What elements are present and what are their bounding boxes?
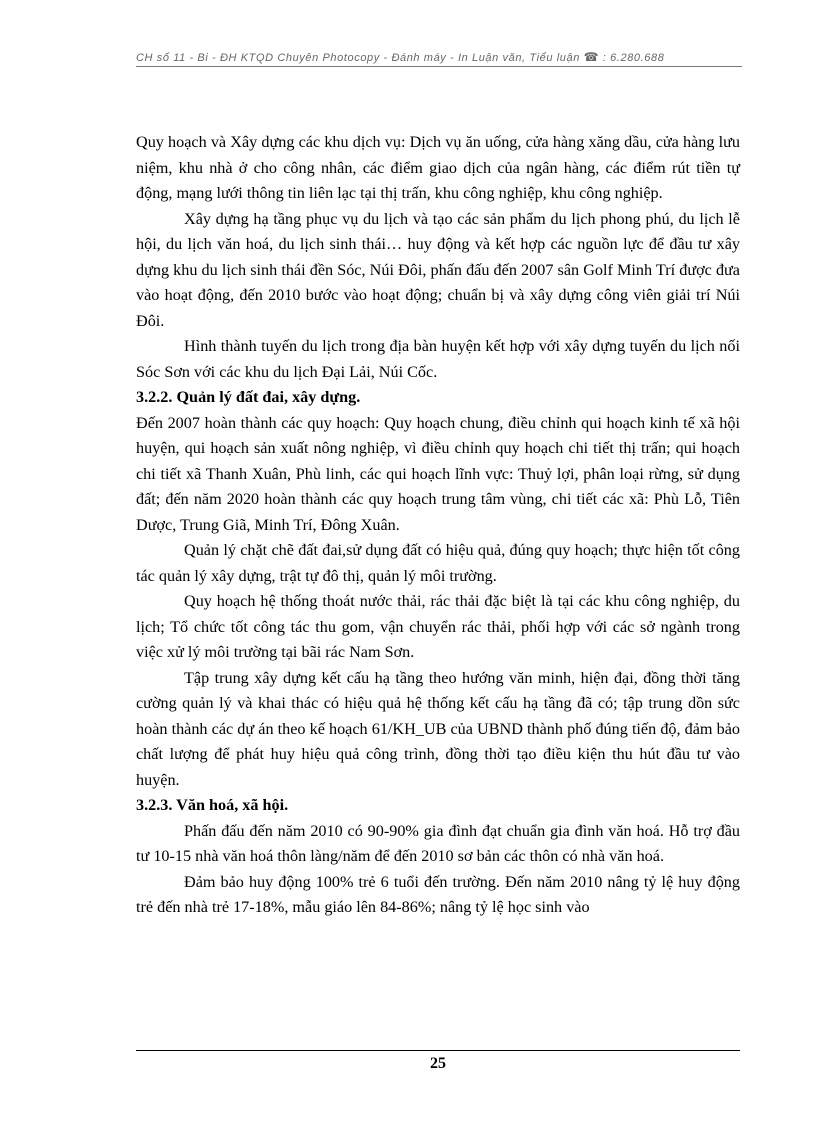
paragraph-1: Quy hoạch và Xây dựng các khu dịch vụ: Dịch vụ ăn uống, cửa hàng xăng dầu, cửa hàng lưu niệm, khu nhà ở cho công nhân, các điểm giao dịch của ngân hàng, các điểm rút tiền tự động, mạng lưới thông tin liên lạc tại thị trấn, khu công nghiệp, khu công nghiệp.: [136, 133, 740, 202]
page-number: 25: [430, 1055, 446, 1072]
header-divider: [136, 66, 742, 67]
paragraph-3: Hình thành tuyến du lịch trong địa bàn huyện kết hợp với xây dựng tuyến du lịch nối Sóc Sơn với các khu du lịch Đại Lải, Núi Cốc.: [136, 337, 740, 381]
paragraph-4: Đến 2007 hoàn thành các quy hoạch: Quy hoạch chung, điều chỉnh qui hoạch kinh tế xã hội huyện, qui hoạch sản xuất nông nghiệp, vì điều chỉnh quy hoạch chi tiết thị trấn; qui hoạch chi tiết xã Thanh Xuân, Phù linh, các qui hoạch lĩnh vực: Thuỷ lợi, phân loại rừng, sử dụng đất; đến năm 2020 hoàn thành các quy hoạch trung tâm vùng, chi tiết các xã: Phù Lỗ, Tiên Dược, Trung Giã, Minh Trí, Đông Xuân.: [136, 413, 740, 534]
page-header: [136, 50, 742, 64]
paragraph-5: Quản lý chặt chẽ đất đai,sử dụng đất có hiệu quả, đúng quy hoạch; thực hiện tốt công tác quản lý xây dựng, trật tự đô thị, quản lý môi trường.: [136, 541, 740, 585]
section-heading-3-2-3: 3.2.3. Văn hoá, xã hội.: [136, 796, 289, 814]
paragraph-7: Tập trung xây dựng kết cấu hạ tầng theo hướng văn minh, hiện đại, đồng thời tăng cường quản lý và khai thác có hiệu quả hệ thống kết cấu hạ tầng đã có; tập trung dồn sức hoàn thành các dự án theo kế hoạch 61/KH_UB của UBND thành phố đúng tiến độ, đảm bảo chất lượng để phát huy hiệu quả công trình, đồng thời tạo điều kiện thu hút đầu tư vào huyện.: [136, 668, 740, 789]
header-phone: : 6.280.688: [602, 52, 665, 64]
footer-divider: [136, 1050, 740, 1051]
paragraph-8: Phấn đấu đến năm 2010 có 90-90% gia đình đạt chuẩn gia đình văn hoá. Hỗ trợ đầu tư 10-15 nhà văn hoá thôn làng/năm để đến 2010 sơ bản các thôn có nhà văn hoá.: [136, 821, 740, 865]
paragraph-6: Quy hoạch hệ thống thoát nước thải, rác thải đặc biệt là tại các khu công nghiệp, du lịch; Tổ chức tốt công tác thu gom, vận chuyển rác thải, phối hợp với các sở ngành trong việc xử lý môi trường tại bãi rác Nam Sơn.: [136, 592, 740, 661]
header-text: CH số 11 - Bi - ĐH KTQD Chuyên Photocopy - Đánh máy - In Luận văn, Tiểu luận: [136, 52, 580, 64]
document-body: [136, 130, 740, 921]
section-heading-3-2-2: 3.2.2. Quản lý đất đai, xây dựng.: [136, 388, 361, 406]
telephone-icon: ☎: [583, 50, 600, 64]
paragraph-2: Xây dựng hạ tầng phục vụ du lịch và tạo các sản phẩm du lịch phong phú, du lịch lễ hội, du lịch văn hoá, du lịch sinh thái… huy động và kết hợp các nguồn lực để đầu tư xây dựng khu du lịch sinh thái đền Sóc, Núi Đôi, phấn đấu đến 2007 sân Golf Minh Trí được đưa vào hoạt động, đến 2010 bước vào hoạt động; chuẩn bị và xây dựng công viên giải trí Núi Đôi.: [136, 209, 740, 330]
paragraph-9: Đảm bảo huy động 100% trẻ 6 tuổi đến trường. Đến năm 2010 nâng tỷ lệ huy động trẻ đến nhà trẻ 17-18%, mẫu giáo lên 84-86%; nâng tỷ lệ học sinh vào: [136, 872, 740, 916]
